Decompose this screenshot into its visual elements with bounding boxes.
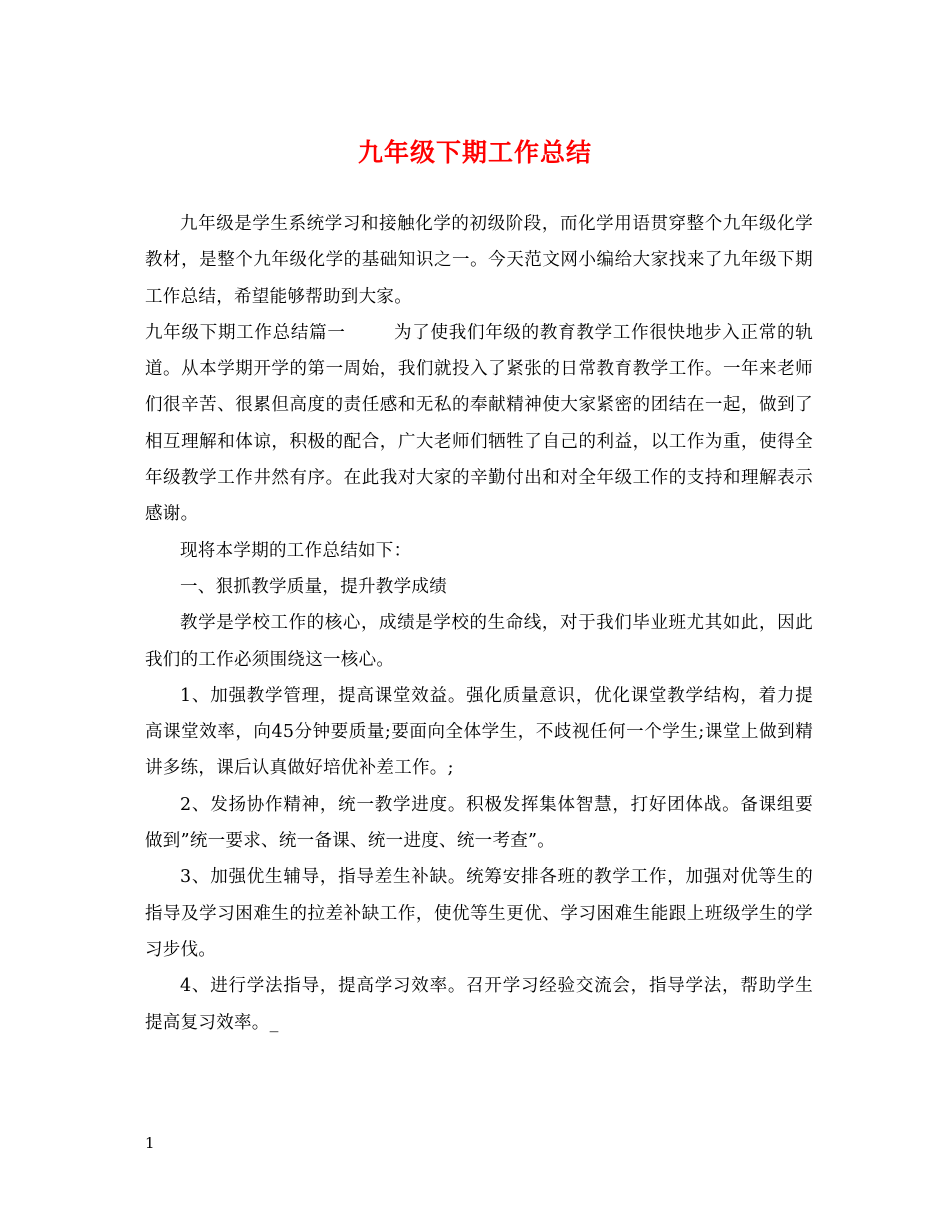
point-two-paragraph: 2、发扬协作精神，统一教学进度。积极发挥集体智慧，打好团体战。备课组要做到”统一要求、统一备课、统一进度、统一考查”。 bbox=[145, 794, 813, 852]
point-three-paragraph: 3、加强优生辅导，指导差生补缺。统筹安排各班的教学工作，加强对优等生的指导及学习困难生的拉差补缺工作，使优等生更优、学习困难生能跟上班级学生的学习步伐。 bbox=[145, 867, 813, 960]
document-title: 九年级下期工作总结 bbox=[357, 138, 592, 167]
intro-paragraph: 九年级是学生系统学习和接触化学的初级阶段，而化学用语贯穿整个九年级化学教材，是整个九年级化学的基础知识之一。今天范文网小编给大家找来了九年级下期工作总结，希望能够帮助到大家。 bbox=[145, 214, 813, 307]
section-paragraph bbox=[145, 315, 813, 533]
point-one-paragraph: 1、加强教学管理，提高课堂效益。强化质量意识，优化课堂教学结构，着力提高课堂效率，向45分钟要质量;要面向全体学生，不歧视任何一个学生;课堂上做到精讲多练，课后认真做好培优补差工作。; bbox=[145, 685, 813, 779]
section-heading: 九年级下期工作总结篇一 bbox=[145, 322, 346, 343]
summary-intro-paragraph: 现将本学期的工作总结如下： bbox=[180, 540, 412, 561]
section-one-heading: 一、狠抓教学质量，提升教学成绩 bbox=[180, 576, 447, 597]
section-text: 为了使我们年级的教育教学工作很快地步入正常的轨道。从本学期开学的第一周始，我们就投入了紧张的日常教育教学工作。一年来老师们很辛苦、很累但高度的责任感和无私的奉献精神使大家紧密的团结在一起，做到了相互理解和体谅，积极的配合，广大老师们牺牲了自己的利益，以工作为重，使得全年级教学工作井然有序。在此我对大家的辛勤付出和对全年级工作的支持和理解表示感谢。 bbox=[145, 322, 813, 525]
point-four-paragraph: 4、进行学法指导，提高学习效率。召开学习经验交流会，指导学法，帮助学生提高复习效率。_ bbox=[145, 976, 813, 1033]
teaching-core-paragraph: 教学是学校工作的核心，成绩是学校的生命线，对于我们毕业班尤其如此，因此我们的工作必须围绕这一核心。 bbox=[145, 613, 813, 670]
page-number: 1 bbox=[145, 1134, 155, 1152]
document-body bbox=[145, 206, 813, 1041]
